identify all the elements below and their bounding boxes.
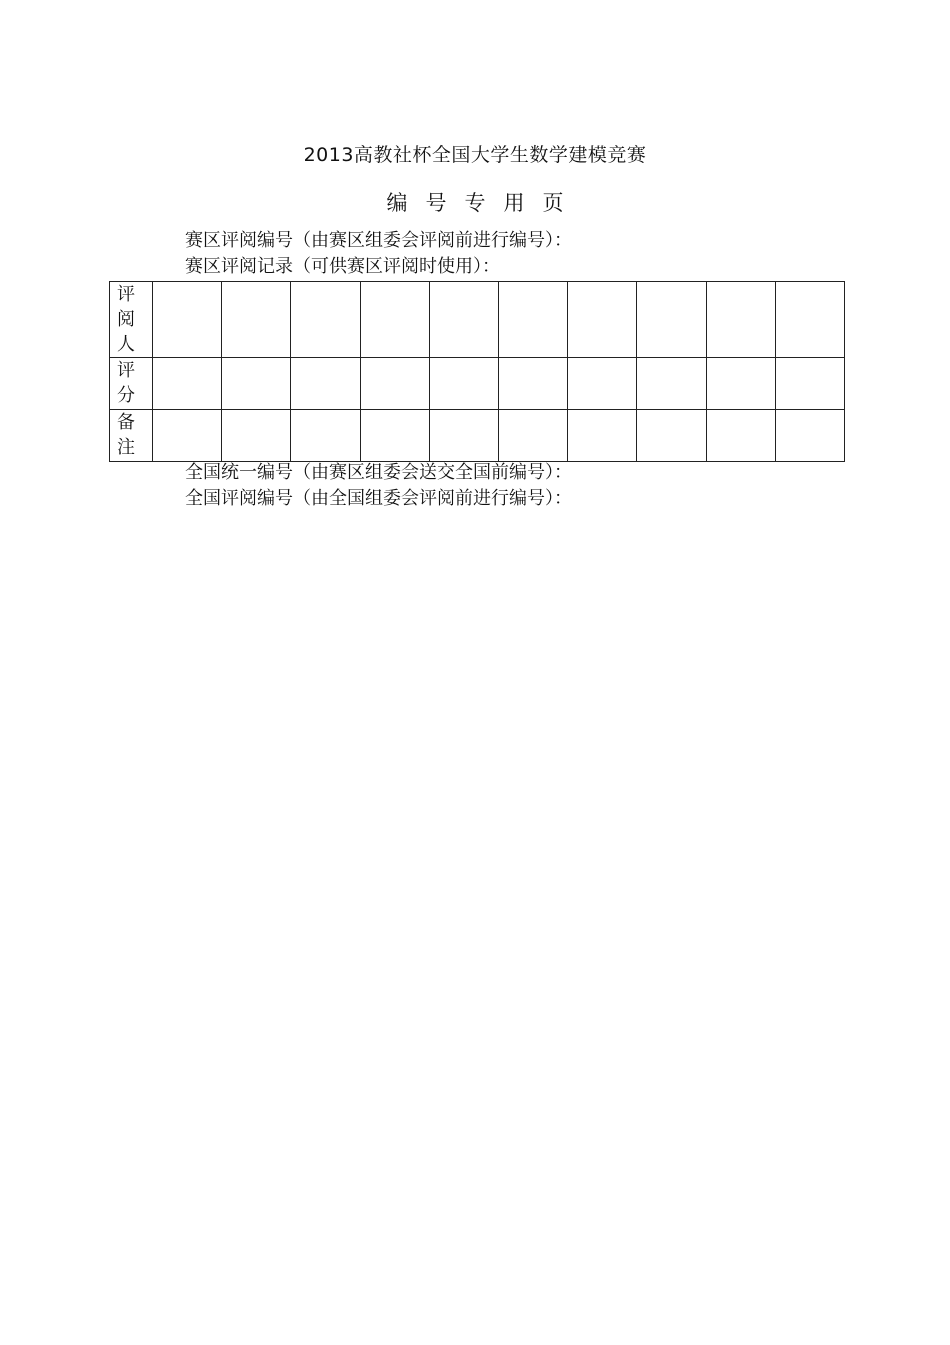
entry-cell[interactable] (222, 282, 291, 358)
entry-cell[interactable] (568, 410, 637, 462)
page-heading: 编号专用页 (386, 191, 582, 215)
entry-cell[interactable] (706, 358, 775, 410)
score-row (110, 358, 845, 410)
document-title: 2013高教社杯全国大学生数学建模竞赛 (303, 144, 647, 166)
entry-cell[interactable] (291, 410, 360, 462)
row-label-text: 评阅人 (117, 284, 135, 355)
national-unified-number-line: 全国统一编号（由赛区组委会送交全国前编号）： (185, 462, 572, 483)
entry-cell[interactable] (222, 358, 291, 410)
entry-cell[interactable] (498, 358, 567, 410)
entry-cell[interactable] (498, 410, 567, 462)
entry-cell[interactable] (706, 282, 775, 358)
entry-cell[interactable] (153, 282, 222, 358)
entry-cell[interactable] (706, 410, 775, 462)
entry-cell[interactable] (775, 282, 844, 358)
entry-cell[interactable] (637, 410, 706, 462)
row-label (110, 282, 153, 358)
entry-cell[interactable] (291, 358, 360, 410)
entry-cell[interactable] (222, 410, 291, 462)
entry-cell[interactable] (775, 358, 844, 410)
row-label-text: 备注 (117, 412, 135, 458)
entry-cell[interactable] (360, 282, 429, 358)
entry-cell[interactable] (568, 282, 637, 358)
row-label-text: 评分 (117, 360, 135, 406)
entry-cell[interactable] (291, 282, 360, 358)
row-label (110, 358, 153, 410)
entry-cell[interactable] (153, 410, 222, 462)
entry-cell[interactable] (498, 282, 567, 358)
entry-cell[interactable] (429, 358, 498, 410)
entry-cell[interactable] (360, 410, 429, 462)
regional-review-record-line: 赛区评阅记录（可供赛区评阅时使用）： (185, 256, 500, 277)
remarks-row (110, 410, 845, 462)
entry-cell[interactable] (637, 358, 706, 410)
entry-cell[interactable] (775, 410, 844, 462)
review-record-table (109, 281, 845, 462)
entry-cell[interactable] (637, 282, 706, 358)
entry-cell[interactable] (568, 358, 637, 410)
entry-cell[interactable] (429, 410, 498, 462)
regional-review-number-line: 赛区评阅编号（由赛区组委会评阅前进行编号）： (185, 230, 572, 251)
entry-cell[interactable] (153, 358, 222, 410)
national-review-number-line: 全国评阅编号（由全国组委会评阅前进行编号）： (185, 488, 572, 509)
entry-cell[interactable] (429, 282, 498, 358)
row-label (110, 410, 153, 462)
reviewer-row (110, 282, 845, 358)
entry-cell[interactable] (360, 358, 429, 410)
